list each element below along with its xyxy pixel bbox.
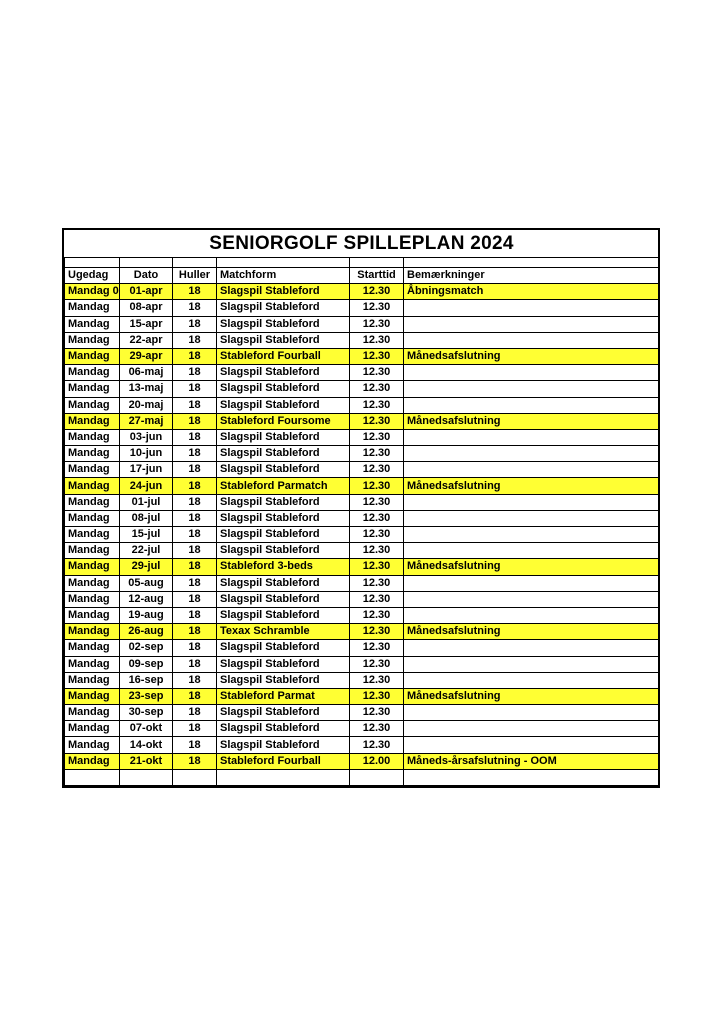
cell-matchform: Slagspil Stableford (217, 365, 350, 381)
table-row (65, 527, 659, 543)
cell-matchform: Slagspil Stableford (217, 332, 350, 348)
empty-cell (65, 769, 120, 785)
cell-bemaerkninger (404, 462, 659, 478)
cell-ugedag: Mandag (65, 737, 120, 753)
cell-bemaerkninger (404, 494, 659, 510)
cell-huller: 18 (173, 348, 217, 364)
cell-huller: 18 (173, 381, 217, 397)
cell-matchform: Slagspil Stableford (217, 446, 350, 462)
cell-dato: 17-jun (120, 462, 173, 478)
cell-huller: 18 (173, 397, 217, 413)
cell-huller: 18 (173, 300, 217, 316)
cell-ugedag: Mandag (65, 429, 120, 445)
cell-starttid: 12.30 (350, 462, 404, 478)
cell-dato: 09-sep (120, 656, 173, 672)
cell-ugedag: Mandag (65, 672, 120, 688)
cell-dato: 13-maj (120, 381, 173, 397)
cell-bemaerkninger: Månedsafslutning (404, 688, 659, 704)
cell-matchform: Slagspil Stableford (217, 494, 350, 510)
table-row (65, 721, 659, 737)
cell-starttid: 12.30 (350, 527, 404, 543)
cell-starttid: 12.30 (350, 284, 404, 300)
cell-bemaerkninger (404, 737, 659, 753)
cell-starttid: 12.30 (350, 640, 404, 656)
cell-huller: 18 (173, 575, 217, 591)
cell-dato: 21-okt (120, 753, 173, 769)
schedule-sheet (62, 228, 660, 788)
table-row (65, 300, 659, 316)
cell-bemaerkninger (404, 446, 659, 462)
cell-ugedag: Mandag (65, 381, 120, 397)
cell-huller: 18 (173, 559, 217, 575)
cell-ugedag: Mandag (65, 300, 120, 316)
table-row (65, 705, 659, 721)
cell-matchform: Slagspil Stableford (217, 381, 350, 397)
cell-huller: 18 (173, 607, 217, 623)
cell-dato: 30-sep (120, 705, 173, 721)
cell-huller: 18 (173, 753, 217, 769)
cell-matchform: Stableford Parmat (217, 688, 350, 704)
empty-cell (173, 769, 217, 785)
cell-huller: 18 (173, 688, 217, 704)
cell-starttid: 12.30 (350, 624, 404, 640)
cell-ugedag: Mandag (65, 656, 120, 672)
cell-huller: 18 (173, 624, 217, 640)
cell-matchform: Slagspil Stableford (217, 607, 350, 623)
cell-ugedag: Mandag (65, 332, 120, 348)
cell-starttid: 12.30 (350, 510, 404, 526)
cell-bemaerkninger (404, 575, 659, 591)
cell-ugedag: Mandag (65, 510, 120, 526)
cell-matchform: Slagspil Stableford (217, 656, 350, 672)
column-header-matchform: Matchform (217, 268, 350, 284)
table-row (65, 559, 659, 575)
cell-dato: 20-maj (120, 397, 173, 413)
table-row (65, 575, 659, 591)
cell-ugedag: Mandag (65, 559, 120, 575)
cell-bemaerkninger (404, 316, 659, 332)
cell-dato: 14-okt (120, 737, 173, 753)
cell-bemaerkninger (404, 365, 659, 381)
cell-dato: 12-aug (120, 591, 173, 607)
cell-starttid: 12.30 (350, 478, 404, 494)
cell-bemaerkninger (404, 591, 659, 607)
cell-ugedag: Mandag (65, 721, 120, 737)
spacer-cell (120, 258, 173, 268)
cell-huller: 18 (173, 429, 217, 445)
cell-bemaerkninger (404, 527, 659, 543)
cell-ugedag: Mandag (65, 575, 120, 591)
page-title: SENIORGOLF SPILLEPLAN 2024 (65, 230, 659, 258)
column-header-dato: Dato (120, 268, 173, 284)
cell-ugedag: Mandag (65, 316, 120, 332)
empty-cell (217, 769, 350, 785)
cell-ugedag: Mandag (65, 413, 120, 429)
cell-matchform: Slagspil Stableford (217, 737, 350, 753)
cell-matchform: Slagspil Stableford (217, 300, 350, 316)
cell-matchform: Slagspil Stableford (217, 316, 350, 332)
cell-starttid: 12.30 (350, 656, 404, 672)
cell-huller: 18 (173, 656, 217, 672)
spacer-cell (173, 258, 217, 268)
table-row (65, 332, 659, 348)
cell-starttid: 12.30 (350, 348, 404, 364)
table-row (65, 478, 659, 494)
cell-starttid: 12.30 (350, 397, 404, 413)
schedule-table (64, 230, 659, 786)
table-row (65, 737, 659, 753)
spacer-cell (404, 258, 659, 268)
cell-dato: 19-aug (120, 607, 173, 623)
title-row (65, 230, 659, 258)
cell-huller: 18 (173, 591, 217, 607)
table-row (65, 672, 659, 688)
cell-matchform: Stableford Fourball (217, 348, 350, 364)
table-row (65, 640, 659, 656)
cell-dato: 08-jul (120, 510, 173, 526)
cell-ugedag: Mandag (65, 591, 120, 607)
cell-huller: 18 (173, 332, 217, 348)
cell-starttid: 12.30 (350, 705, 404, 721)
cell-dato: 08-apr (120, 300, 173, 316)
cell-matchform: Slagspil Stableford (217, 284, 350, 300)
spacer-cell (65, 258, 120, 268)
table-row (65, 753, 659, 769)
cell-dato: 10-jun (120, 446, 173, 462)
table-row (65, 413, 659, 429)
cell-bemaerkninger (404, 543, 659, 559)
cell-bemaerkninger: Månedsafslutning (404, 348, 659, 364)
cell-dato: 07-okt (120, 721, 173, 737)
cell-matchform: Slagspil Stableford (217, 397, 350, 413)
table-row (65, 429, 659, 445)
cell-dato: 15-apr (120, 316, 173, 332)
cell-ugedag: Mandag (65, 478, 120, 494)
cell-matchform: Slagspil Stableford (217, 527, 350, 543)
spacer-row (65, 258, 659, 268)
cell-starttid: 12.30 (350, 413, 404, 429)
cell-huller: 18 (173, 527, 217, 543)
cell-huller: 18 (173, 365, 217, 381)
cell-matchform: Texax Schramble (217, 624, 350, 640)
table-row (65, 494, 659, 510)
cell-dato: 22-apr (120, 332, 173, 348)
cell-huller: 18 (173, 672, 217, 688)
cell-dato: 03-jun (120, 429, 173, 445)
cell-huller: 18 (173, 640, 217, 656)
cell-matchform: Stableford Parmatch (217, 478, 350, 494)
cell-starttid: 12.30 (350, 591, 404, 607)
empty-row (65, 769, 659, 785)
cell-dato: 02-sep (120, 640, 173, 656)
cell-matchform: Slagspil Stableford (217, 640, 350, 656)
cell-matchform: Slagspil Stableford (217, 462, 350, 478)
cell-matchform: Slagspil Stableford (217, 429, 350, 445)
cell-matchform: Slagspil Stableford (217, 672, 350, 688)
cell-ugedag: Mandag (65, 543, 120, 559)
cell-matchform: Slagspil Stableford (217, 705, 350, 721)
cell-dato: 01-apr (120, 284, 173, 300)
empty-cell (404, 769, 659, 785)
table-row (65, 591, 659, 607)
cell-starttid: 12.30 (350, 672, 404, 688)
header-row (65, 268, 659, 284)
table-row (65, 284, 659, 300)
cell-bemaerkninger (404, 721, 659, 737)
cell-ugedag: Mandag (65, 365, 120, 381)
spacer-cell (350, 258, 404, 268)
cell-starttid: 12.30 (350, 575, 404, 591)
table-row (65, 381, 659, 397)
cell-huller: 18 (173, 543, 217, 559)
cell-starttid: 12.30 (350, 607, 404, 623)
cell-ugedag: Mandag (65, 446, 120, 462)
cell-bemaerkninger (404, 397, 659, 413)
cell-ugedag: Mandag (65, 462, 120, 478)
cell-bemaerkninger (404, 381, 659, 397)
cell-ugedag: Mandag (65, 527, 120, 543)
cell-huller: 18 (173, 462, 217, 478)
cell-dato: 24-jun (120, 478, 173, 494)
cell-starttid: 12.00 (350, 753, 404, 769)
cell-dato: 16-sep (120, 672, 173, 688)
cell-dato: 29-apr (120, 348, 173, 364)
table-row (65, 446, 659, 462)
cell-matchform: Slagspil Stableford (217, 543, 350, 559)
cell-bemaerkninger (404, 607, 659, 623)
table-row (65, 348, 659, 364)
table-row (65, 688, 659, 704)
cell-matchform: Slagspil Stableford (217, 510, 350, 526)
cell-huller: 18 (173, 284, 217, 300)
table-row (65, 656, 659, 672)
cell-huller: 18 (173, 510, 217, 526)
cell-ugedag: Mandag (65, 624, 120, 640)
cell-huller: 18 (173, 478, 217, 494)
cell-matchform: Slagspil Stableford (217, 575, 350, 591)
cell-ugedag: Mandag (65, 607, 120, 623)
cell-huller: 18 (173, 316, 217, 332)
cell-bemaerkninger: Måneds-årsafslutning - OOM (404, 753, 659, 769)
cell-bemaerkninger (404, 510, 659, 526)
cell-bemaerkninger: Månedsafslutning (404, 559, 659, 575)
cell-huller: 18 (173, 721, 217, 737)
cell-ugedag: Mandag (65, 753, 120, 769)
cell-starttid: 12.30 (350, 429, 404, 445)
spacer-cell (217, 258, 350, 268)
cell-starttid: 12.30 (350, 300, 404, 316)
cell-huller: 18 (173, 705, 217, 721)
cell-dato: 23-sep (120, 688, 173, 704)
cell-starttid: 12.30 (350, 559, 404, 575)
table-row (65, 462, 659, 478)
empty-cell (350, 769, 404, 785)
cell-bemaerkninger (404, 705, 659, 721)
cell-bemaerkninger: Åbningsmatch (404, 284, 659, 300)
cell-starttid: 12.30 (350, 316, 404, 332)
cell-huller: 18 (173, 413, 217, 429)
table-row (65, 397, 659, 413)
cell-ugedag: Mandag (65, 688, 120, 704)
cell-starttid: 12.30 (350, 446, 404, 462)
table-row (65, 543, 659, 559)
cell-dato: 05-aug (120, 575, 173, 591)
cell-starttid: 12.30 (350, 688, 404, 704)
cell-dato: 06-maj (120, 365, 173, 381)
cell-starttid: 12.30 (350, 381, 404, 397)
cell-bemaerkninger (404, 656, 659, 672)
cell-huller: 18 (173, 446, 217, 462)
cell-starttid: 12.30 (350, 721, 404, 737)
cell-bemaerkninger (404, 429, 659, 445)
cell-starttid: 12.30 (350, 737, 404, 753)
cell-dato: 01-jul (120, 494, 173, 510)
cell-ugedag: Mandag (65, 494, 120, 510)
cell-dato: 22-jul (120, 543, 173, 559)
cell-bemaerkninger (404, 300, 659, 316)
table-row (65, 365, 659, 381)
cell-ugedag: Mandag (65, 348, 120, 364)
cell-matchform: Stableford 3-beds (217, 559, 350, 575)
cell-ugedag: Mandag (65, 705, 120, 721)
cell-bemaerkninger (404, 332, 659, 348)
empty-cell (120, 769, 173, 785)
cell-starttid: 12.30 (350, 365, 404, 381)
table-row (65, 624, 659, 640)
cell-bemaerkninger: Månedsafslutning (404, 413, 659, 429)
cell-bemaerkninger: Månedsafslutning (404, 478, 659, 494)
cell-bemaerkninger (404, 640, 659, 656)
table-row (65, 510, 659, 526)
cell-matchform: Stableford Fourball (217, 753, 350, 769)
cell-huller: 18 (173, 737, 217, 753)
table-row (65, 607, 659, 623)
cell-matchform: Stableford Foursome (217, 413, 350, 429)
cell-matchform: Slagspil Stableford (217, 721, 350, 737)
cell-dato: 15-jul (120, 527, 173, 543)
cell-dato: 29-jul (120, 559, 173, 575)
table-row (65, 316, 659, 332)
column-header-bemaerkninger: Bemærkninger (404, 268, 659, 284)
cell-ugedag: Mandag (65, 397, 120, 413)
cell-dato: 27-maj (120, 413, 173, 429)
cell-bemaerkninger (404, 672, 659, 688)
cell-starttid: 12.30 (350, 494, 404, 510)
cell-ugedag: Mandag (65, 640, 120, 656)
cell-huller: 18 (173, 494, 217, 510)
cell-ugedag: Mandag 0 (65, 284, 120, 300)
cell-starttid: 12.30 (350, 332, 404, 348)
column-header-starttid: Starttid (350, 268, 404, 284)
cell-matchform: Slagspil Stableford (217, 591, 350, 607)
column-header-huller: Huller (173, 268, 217, 284)
cell-bemaerkninger: Månedsafslutning (404, 624, 659, 640)
cell-dato: 26-aug (120, 624, 173, 640)
column-header-ugedag: Ugedag (65, 268, 120, 284)
cell-starttid: 12.30 (350, 543, 404, 559)
